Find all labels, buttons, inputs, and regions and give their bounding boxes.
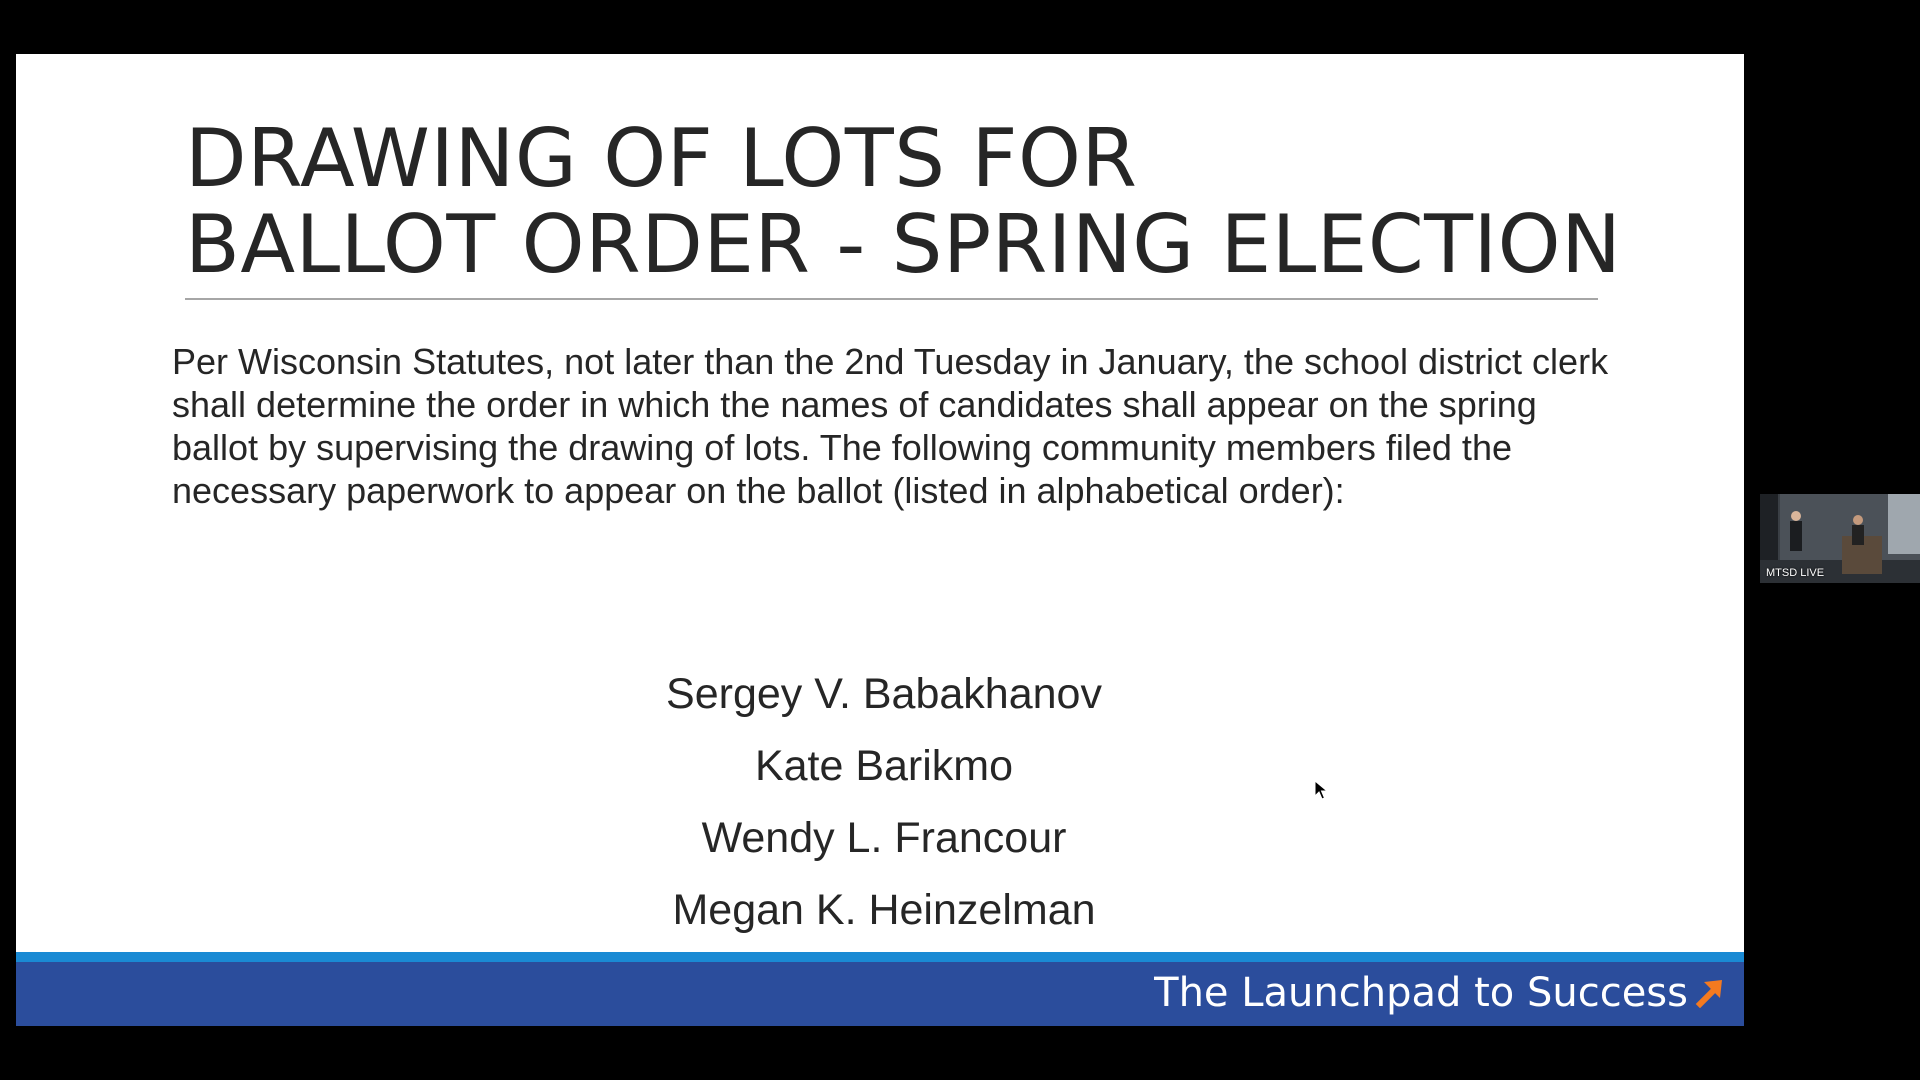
candidate-name: Kate Barikmo <box>754 742 1014 790</box>
candidate-name: Wendy L. Francour <box>701 814 1067 862</box>
presentation-slide <box>16 54 1744 1026</box>
footer-bar <box>16 962 1744 1026</box>
slide-body-text: Per Wisconsin Statutes, not later than the 2nd Tuesday in January, the school district clerk shall determine the order in which the names of candidates shall appear on the spring ballot by supervising the drawing of lots. The following community members filed the necessary paperwork to appear on the ballot (listed in alphabetical order): <box>172 341 1609 511</box>
slide-title-line-1: DRAWING OF LOTS FOR <box>185 112 1138 205</box>
slide-title-line-2: BALLOT ORDER - SPRING ELECTION <box>185 198 1622 291</box>
footer-tagline <box>1154 966 1724 1022</box>
candidate-list <box>16 658 1744 946</box>
participant-video-thumbnail[interactable] <box>1760 494 1920 583</box>
slide-title <box>185 112 1622 291</box>
footer-accent-stripe <box>16 952 1744 962</box>
footer-tagline-text: The Launchpad to Success <box>1154 970 1688 1016</box>
arrow-up-right-icon <box>1694 968 1724 1022</box>
mouse-pointer-icon <box>1314 780 1328 800</box>
candidate-name: Sergey V. Babakhanov <box>666 670 1102 718</box>
candidate-name: Megan K. Heinzelman <box>672 886 1096 934</box>
title-divider <box>185 298 1598 300</box>
video-participant-label: MTSD LIVE <box>1766 567 1825 579</box>
